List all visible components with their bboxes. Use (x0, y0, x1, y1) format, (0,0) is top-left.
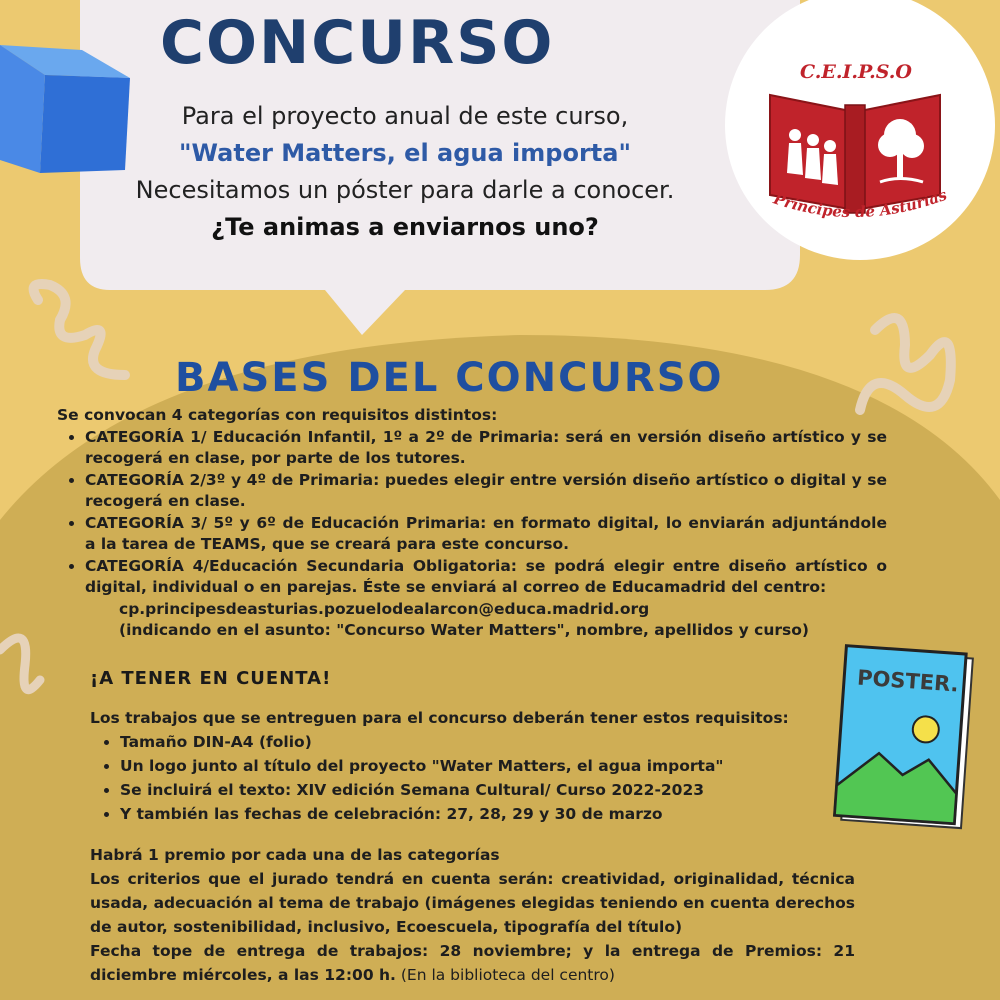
email-note: (indicando en el asunto: "Concurso Water Matters", nombre, apellidos y curso) (119, 621, 809, 639)
poster-label: POSTER. (856, 665, 960, 697)
contact-email: cp.principesdeasturias.pozuelodealarcon@educa.madrid.org (119, 599, 650, 618)
logo-top-text: C.E.I.P.S.O (800, 61, 912, 83)
school-logo (745, 50, 975, 240)
intro-line-1: Para el proyecto anual de este curso, (181, 102, 629, 130)
poster-illustration (825, 640, 985, 840)
list-item: • CATEGORÍA 3/ 5º y 6º de Educación Primaria: en formato digital, lo enviarán adjuntándole a la tarea de TEAMS, que se creará para este concurso. (85, 513, 887, 556)
squiggle-left (34, 284, 125, 375)
intro-line-3: Necesitamos un póster para darle a conocer. (135, 176, 675, 204)
list-item: • Se incluirá el texto: XIV edición Semana Cultural/ Curso 2022-2023 (120, 778, 855, 802)
fecha-location: (En la biblioteca del centro) (395, 966, 615, 984)
list-item: • Y también las fechas de celebración: 27, 28, 29 y 30 de marzo (120, 802, 855, 826)
list-item: • CATEGORÍA 2/3º y 4º de Primaria: puedes elegir entre versión diseño artístico o digital y se recogerá en clase. (85, 470, 887, 513)
list-item: • CATEGORÍA 4/Educación Secundaria Obligatoria: se podrá elegir entre diseño artístico o digital, individual o en parejas. Éste se enviará al correo de Educamadrid del centro: (85, 556, 887, 599)
requirements-intro: Los trabajos que se entreguen para el concurso deberán tener estos requisitos: (90, 709, 789, 727)
final-section (90, 843, 855, 987)
bases-title: BASES DEL CONCURSO (175, 355, 724, 401)
squiggle-right (860, 318, 951, 410)
requirements-section (90, 706, 855, 826)
intro-line-2-project: "Water Matters, el agua importa" (179, 139, 631, 167)
requirements-list (90, 730, 855, 826)
tener-title: ¡A TENER EN CUENTA! (90, 668, 332, 689)
sun-icon (912, 716, 940, 744)
fecha-paragraph (90, 939, 855, 987)
bases-section (57, 405, 887, 642)
list-item: • Tamaño DIN-A4 (folio) (120, 730, 855, 754)
list-item: • Un logo junto al título del proyecto "Water Matters, el agua importa" (120, 754, 855, 778)
page-title: CONCURSO (160, 8, 555, 78)
premio-text: Habrá 1 premio por cada una de las categorías (90, 846, 500, 864)
logo-bottom-text: Príncipes de Asturias (771, 185, 950, 222)
intro-line-4-question: ¿Te animas a enviarnos uno? (211, 213, 599, 241)
fecha-text: Fecha tope de entrega de trabajos: 28 noviembre; y la entrega de Premios: 21 diciembre miércoles, a las 12:00 h. (90, 942, 855, 984)
bases-intro: Se convocan 4 categorías con requisitos distintos: (57, 406, 498, 424)
bases-list (57, 427, 887, 599)
criterios-text: Los criterios que el jurado tendrá en cuenta serán: creatividad, originalidad, técnica usada, adecuación al tema de trabajo (imágenes elegidas teniendo en cuenta derechos de autor, sostenibilidad, inclusivo, Ecoescuela, tipografía del título) (90, 870, 855, 936)
list-item: • CATEGORÍA 1/ Educación Infantil, 1º a 2º de Primaria: será en versión diseño artístico y se recogerá en clase, por parte de los tutores. (85, 427, 887, 470)
